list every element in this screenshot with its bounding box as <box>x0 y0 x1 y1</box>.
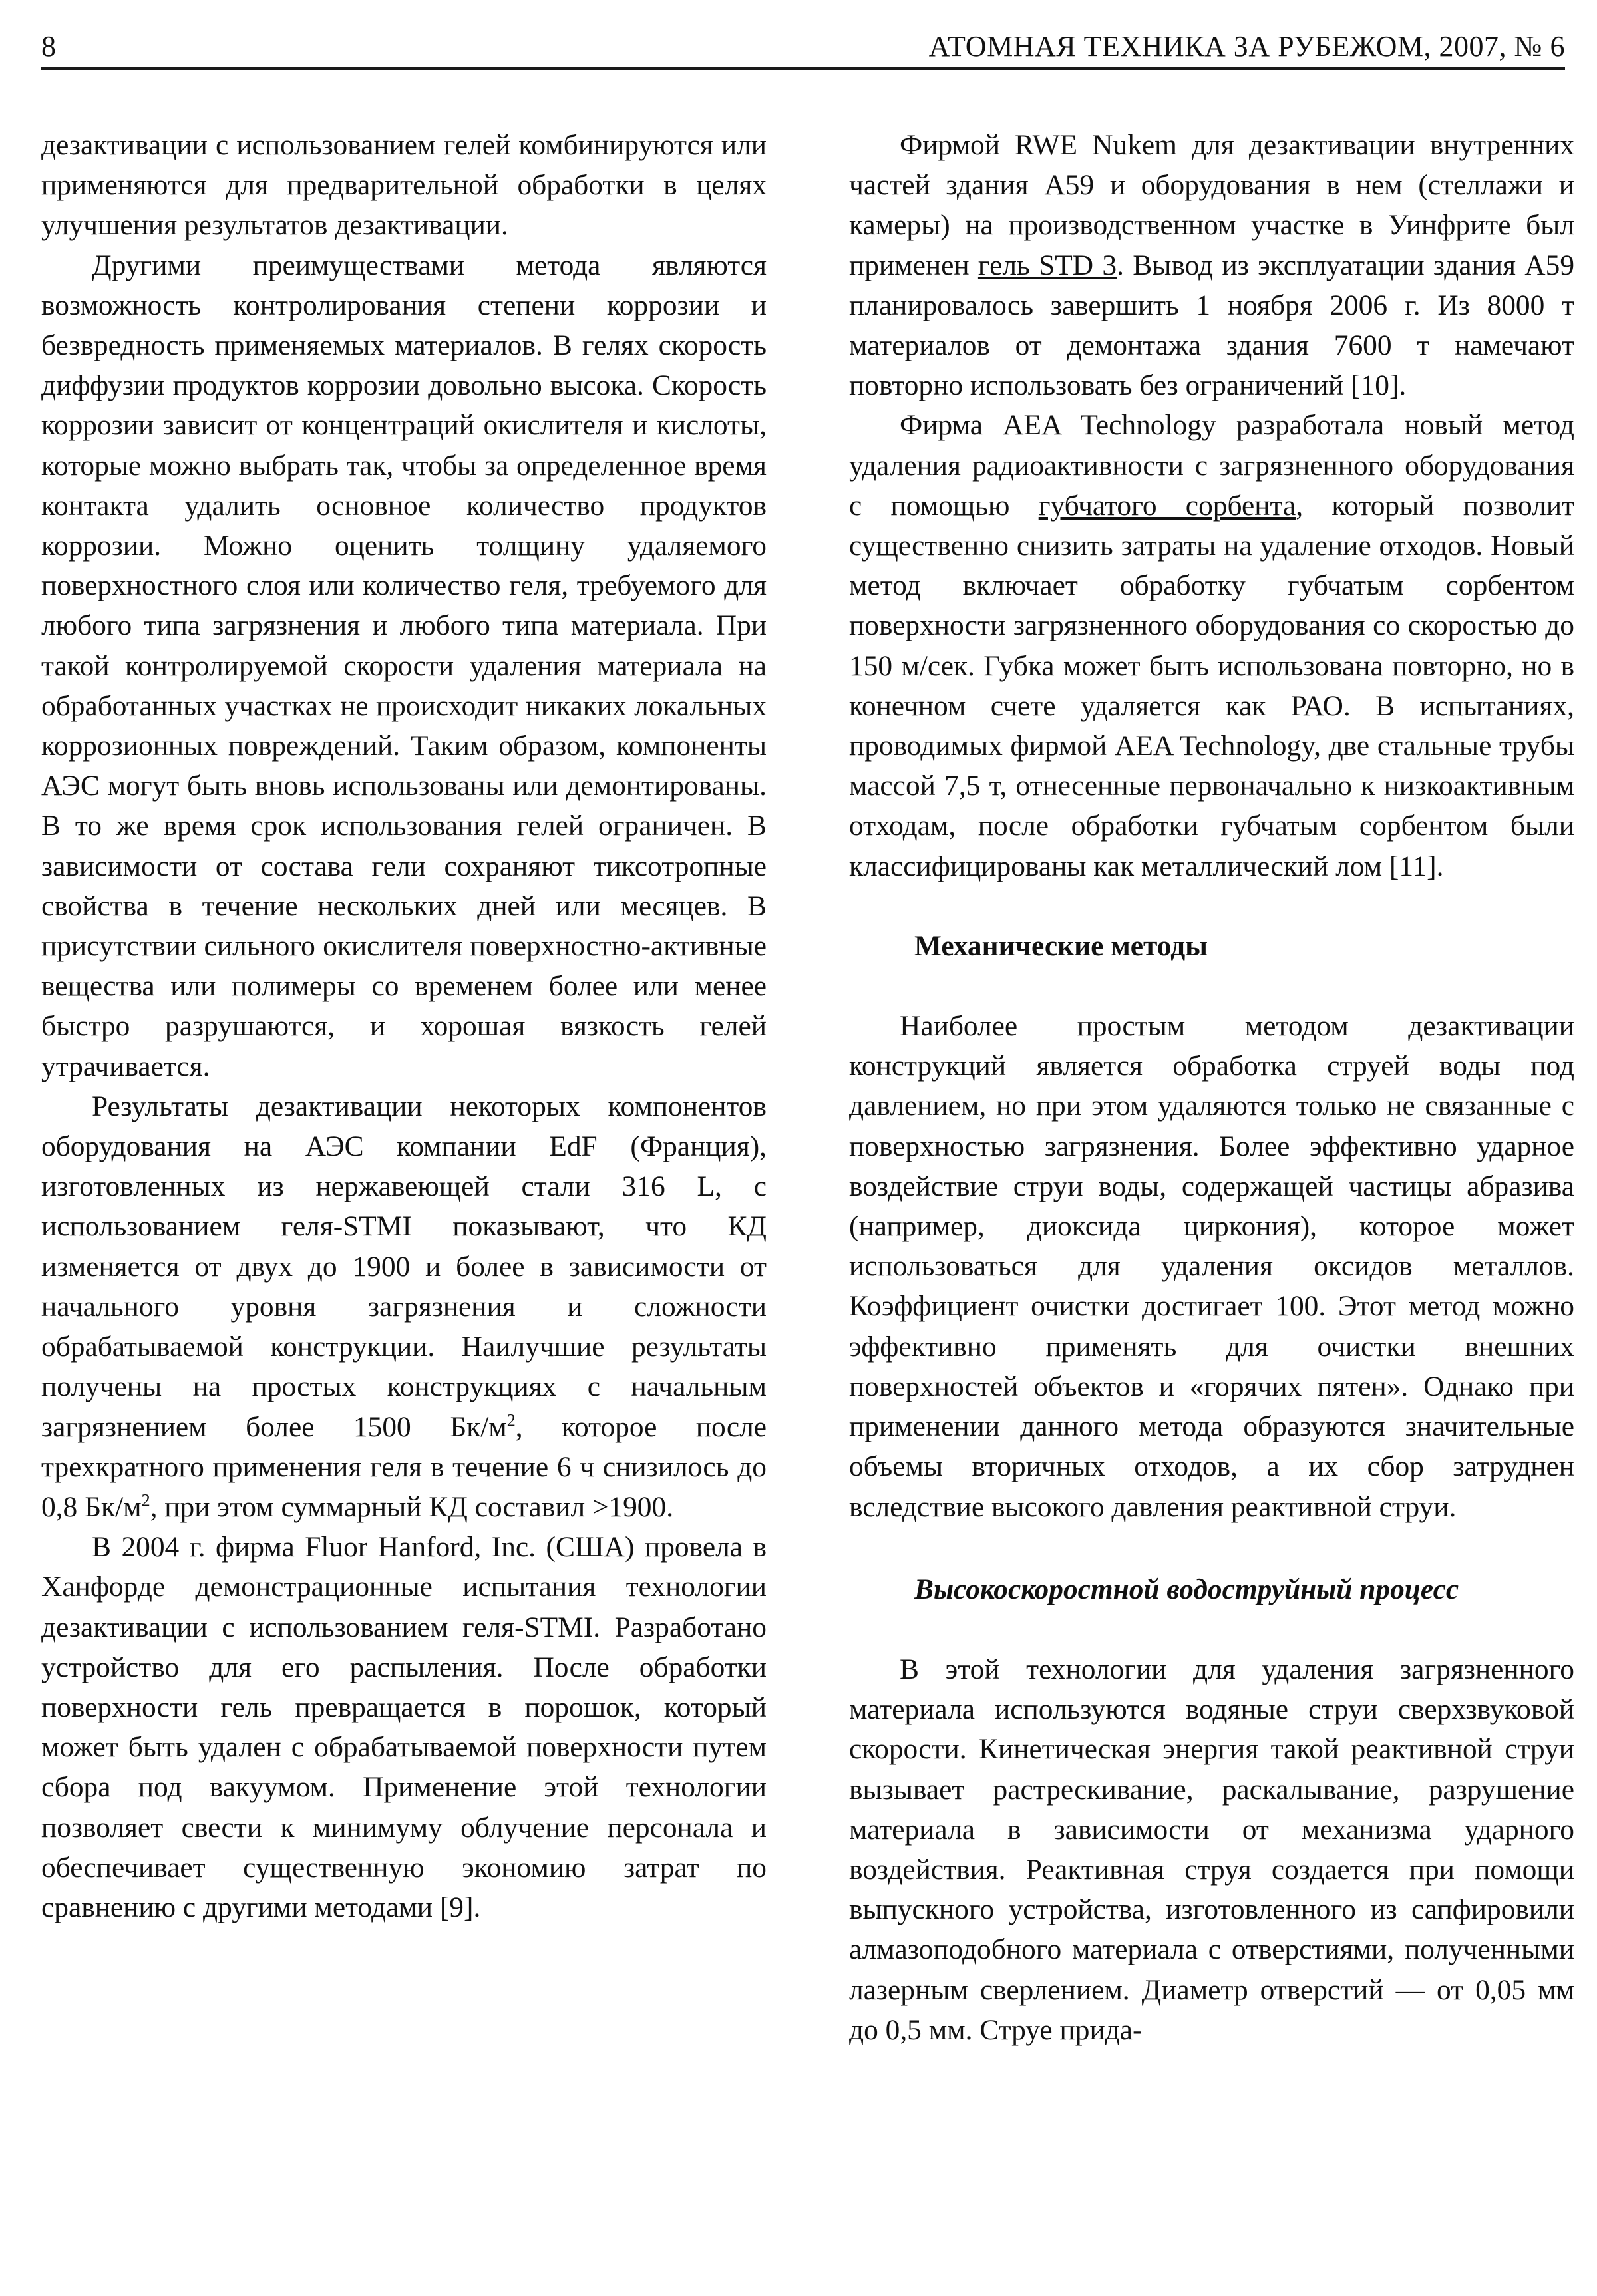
journal-title: АТОМНАЯ ТЕХНИКА ЗА РУБЕЖОМ, 2007, № 6 <box>928 30 1565 63</box>
paragraph: В этой технологии для удаления загрязненного материала используются водяные струи сверхзвуковой скорости. Кинетическая энергия такой реактивной струи вызывает растрескивание, раскалывание, разрушение материала в зависимости от механизма ударного воздействия. Реактивная струя создается при помощи выпускного устройства, изготовленного из сапфировили алмазоподобного материала с отверстиями, полученными лазерным сверлением. Диаметр отверстий — от 0,05 мм до 0,5 мм. Струе прида- <box>849 1653 1574 2046</box>
paragraph-text: Фирмой RWE Nukem для дезактивации внутренних частей здания А59 и оборудования в нем (стеллажи и камеры) на производственном участке в Уинфрите был применен <box>849 129 1574 281</box>
paragraph-text: . Вывод из эксплуатации здания А59 планировалось завершить 1 ноября 2006 г. Из 8000 т материалов от демонтажа здания 7600 т намечают повторно использовать без ограничений [10]. <box>849 249 1575 402</box>
paragraph: Наиболее простым методом дезактивации конструкций является обработка струей воды под давлением, но при этом удаляются только не связанные с поверхностью загрязнения. Более эффективно ударное воздействие струи воды, содержащей частицы абразива (например, диоксида циркония), которое может использоваться для удаления оксидов металлов. Коэффициент очистки достигает 100. Этот метод можно эффективно применять для очистки внешних поверхностей объектов и «горячих пятен». Однако при применении данного метода образуются значительные объемы вторичных отходов, а их сбор затруднен вследствие высокого давления реактивной струи. <box>849 1010 1574 1523</box>
left-column <box>41 125 767 1927</box>
paragraph: дезактивации с использованием гелей комбинируются или применяются для предварительной обработки в целях улучшения результатов дезактивации. <box>41 129 767 242</box>
page-number: 8 <box>41 30 56 63</box>
superscript: 2 <box>141 1490 150 1510</box>
superscript: 2 <box>506 1410 516 1430</box>
paragraph-text: , при этом суммарный КД составил >1900. <box>150 1490 674 1523</box>
paragraph: Другими преимуществами метода являются возможность контролирования степени коррозии и безвредность применяемых материалов. В гелях скорость диффузии продуктов коррозии довольно высока. Скорость коррозии зависит от концентраций окислителя и кислоты, которые можно выбрать так, чтобы за определенное время контакта удалить основное количество продуктов коррозии. Можно оценить толщину удаляемого поверхностного слоя или количество геля, требуемого для любого типа загрязнения и любого типа материала. При такой контролируемой скорости удаления материала на обработанных участках не происходит никаких локальных коррозионных повреждений. Таким образом, компоненты АЭС могут быть вновь использованы или демонтированы. В то же время срок использования гелей ограничен. В зависимости от состава гели сохраняют тиксотропные свойства в течение нескольких дней или месяцев. В присутствии сильного окислителя поверхностно-активные вещества или полимеры со временем более или менее быстро разрушаются, и хорошая вязкость гелей утрачивается. <box>41 249 767 1082</box>
paragraph <box>849 125 1574 405</box>
paragraph <box>849 405 1574 886</box>
right-column <box>849 125 1574 2050</box>
section-heading: Высокоскоростной водоструйный процесс <box>914 1573 1459 1605</box>
paragraph-text: , который позволит существенно снизить затраты на удаление отходов. Новый метод включает обработку губчатым сорбентом поверхности загрязненного оборудования со скоростью до 150 м/сек. Губка может быть использована повторно, но в конечном счете удаляется как РАО. В испытаниях, проводимых фирмой AEA Technology, две стальные трубы массой 7,5 т, отнесенные первоначально к низкоактивным отходам, после обработки губчатым сорбентом были классифицированы как металлический лом [11]. <box>849 489 1575 882</box>
paragraph-text: Результаты дезактивации некоторых компонентов оборудования на АЭС компании EdF (Франция), изготовленных из нержавеющей стали 316 L, с использованием геля-STMI показывают, что КД изменяется от двух до 1900 и более в зависимости от начального уровня загрязнения и сложности обрабатываемой конструкции. Наилучшие результаты получены на простых конструкциях с начальным загрязнением более 1500 Бк/м <box>41 1090 767 1443</box>
paragraph <box>41 1086 767 1527</box>
paragraph-text: , которое после трехкратного применения геля в течение 6 ч снизилось до 0,8 Бк/м <box>41 1410 767 1523</box>
underlined-term: гель STD 3 <box>977 249 1117 281</box>
underlined-term: губчатого сорбента <box>1038 489 1296 522</box>
paragraph: В 2004 г. фирма Fluor Hanford, Inc. (США) провела в Ханфорде демонстрационные испытания технологии дезактивации с использованием геля-STMI. Разработано устройство для его распыления. После обработки поверхности гель превращается в порошок, который может быть удален с обрабатываемой поверхности путем сбора под вакуумом. Применение этой технологии позволяет свести к минимуму облучение персонала и обеспечивает существенную экономию затрат по сравнению с другими методами [9]. <box>41 1531 767 1923</box>
section-heading: Механические методы <box>914 929 1208 962</box>
page-header <box>41 27 1565 70</box>
paragraph-text: Фирма AEA Technology разработала новый метод удаления радиоактивности с загрязненного оборудования с помощью <box>849 409 1574 522</box>
